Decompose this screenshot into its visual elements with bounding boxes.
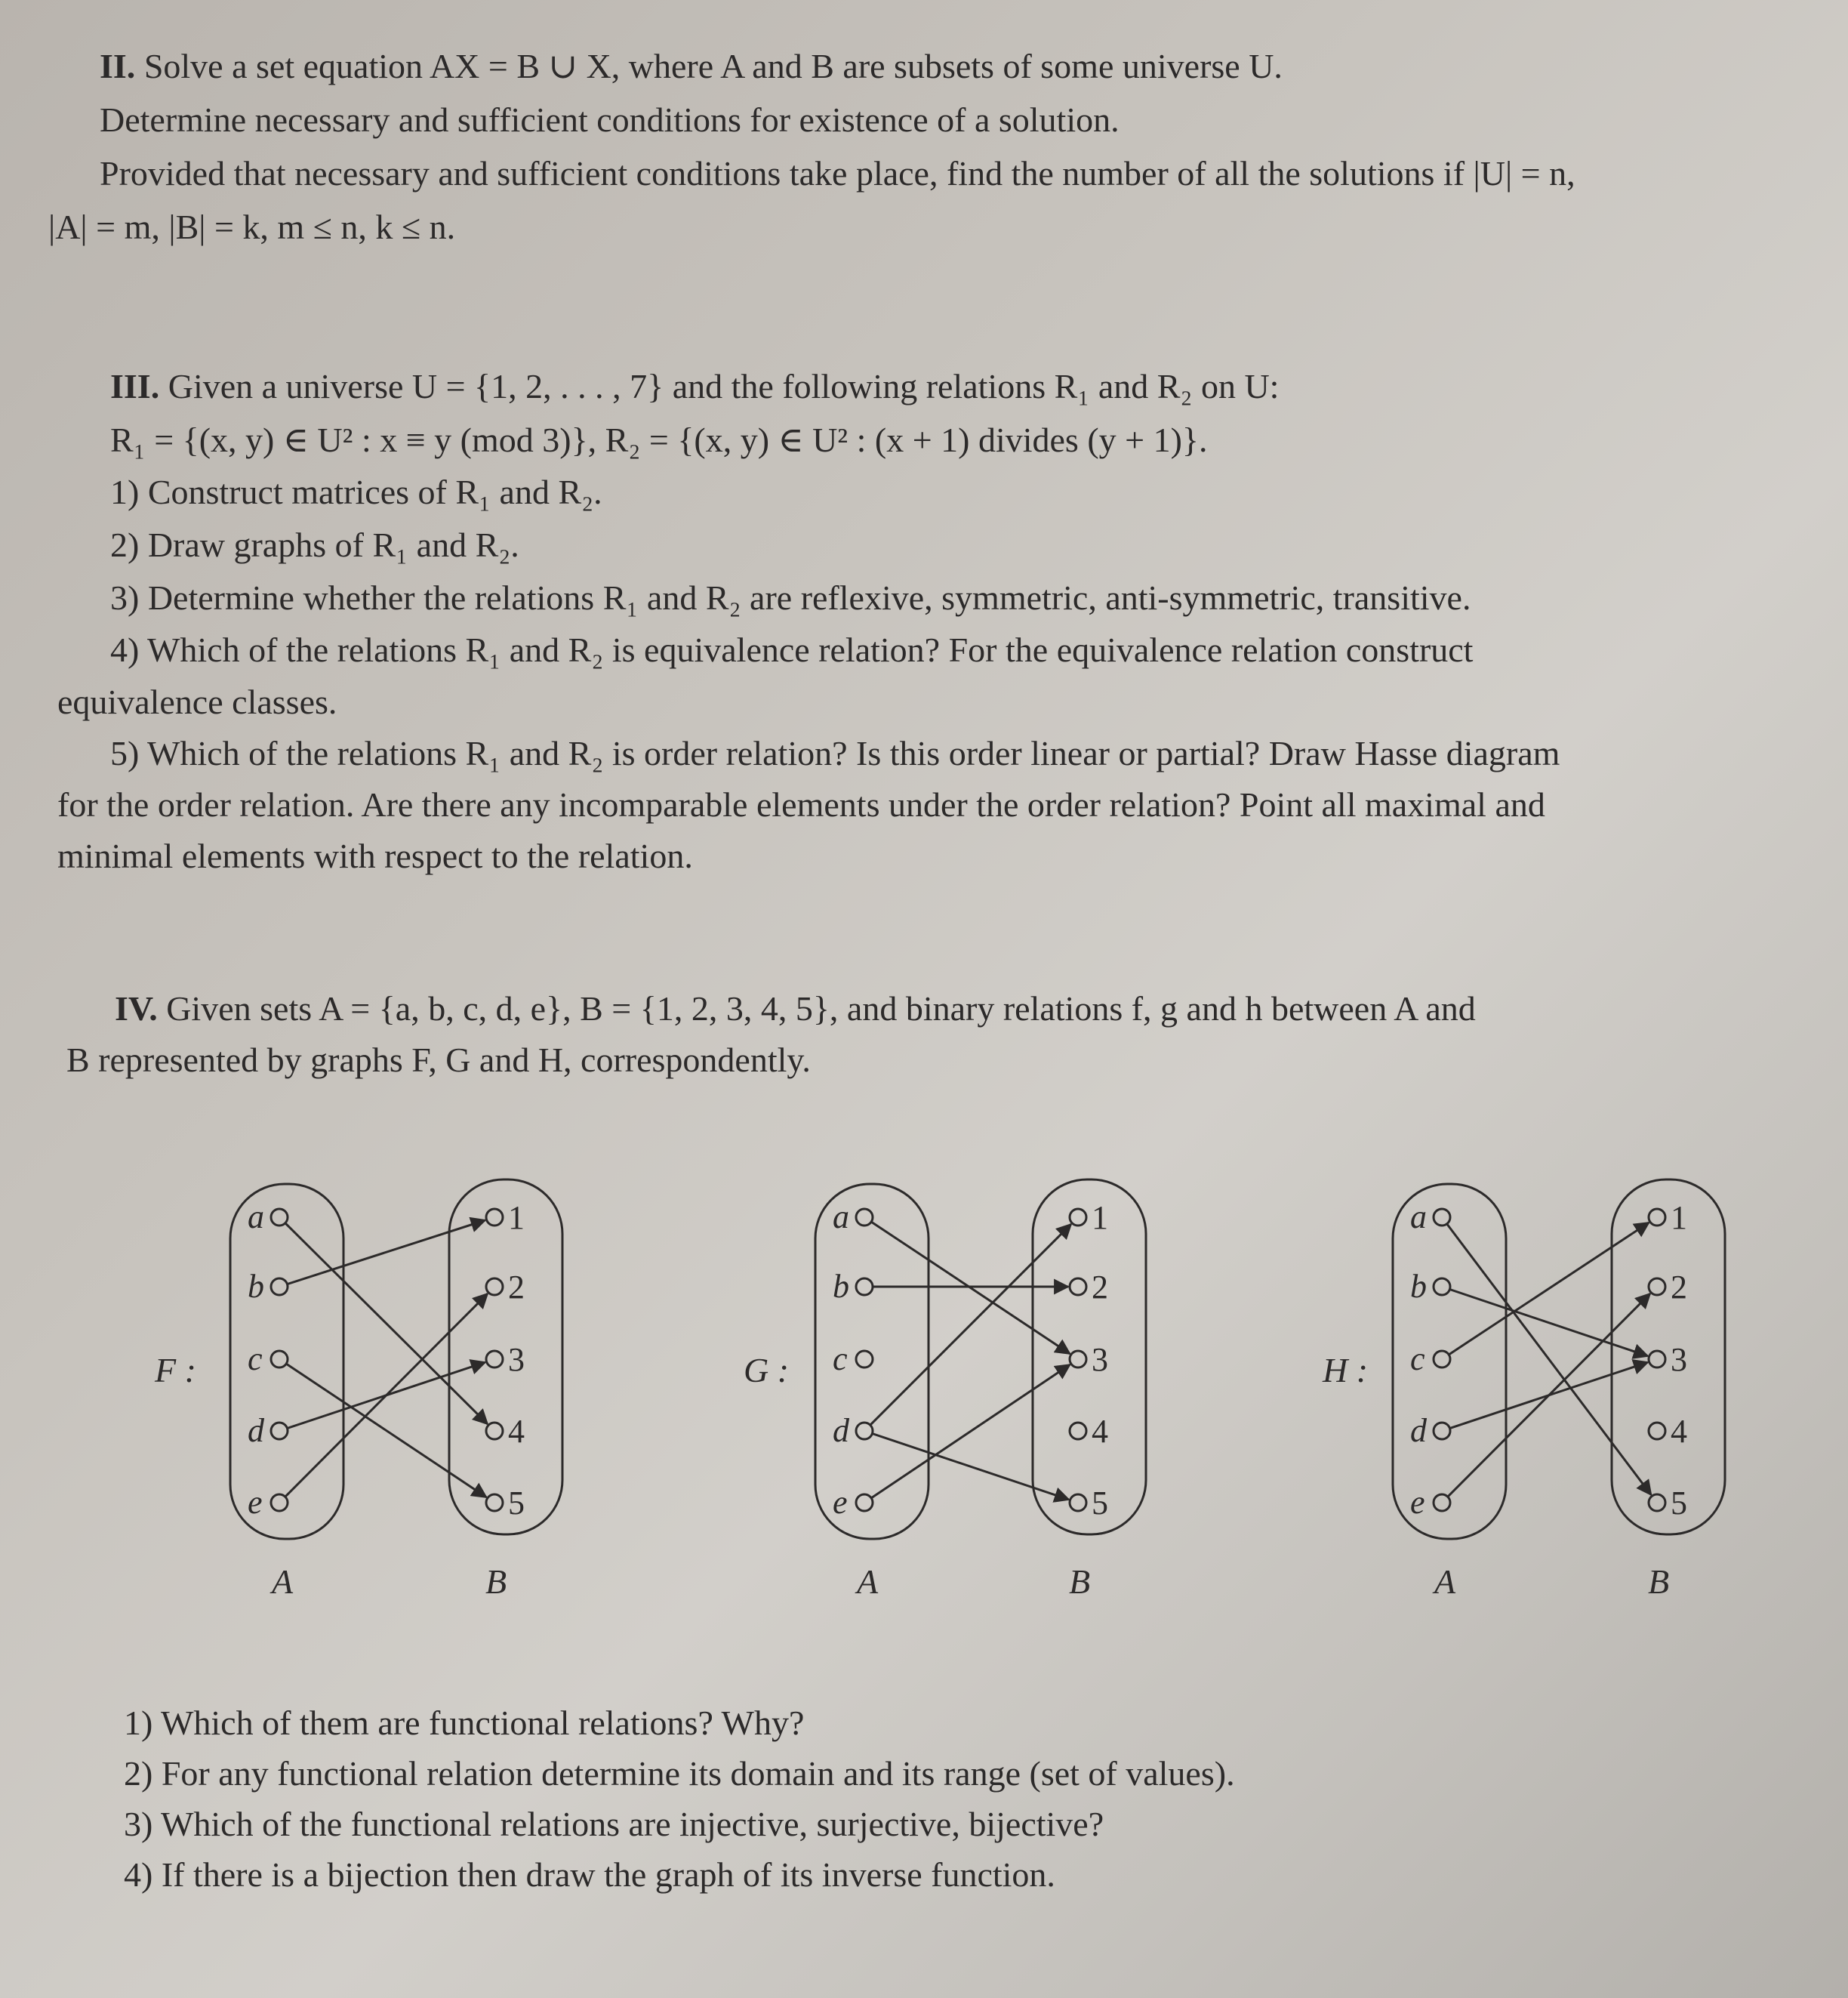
graph-f-label-2: 2 [508, 1269, 525, 1306]
graph-f-edge-c-5 [286, 1364, 486, 1497]
problem-4-item-3: 3) Which of the functional relations are injective, surjective, bijective? [124, 1805, 1104, 1843]
graph-h-set-a-label: A [1434, 1562, 1456, 1601]
problem-3-item-5c: minimal elements with respect to the relation. [57, 837, 693, 875]
graph-f-label-1: 1 [508, 1199, 525, 1236]
graph-h-set-b-label: B [1648, 1562, 1670, 1601]
graph-f-node-a [271, 1209, 288, 1226]
graph-h-node-d [1434, 1423, 1450, 1439]
problem-3-item-4b: equivalence classes. [57, 683, 337, 721]
problem-4-line-1: Given sets A = {a, b, c, d, e}, B = {1, 2, 3, 4, 5}, and binary relations f, g and h between A and [166, 989, 1476, 1028]
problem-3-item-4a: 4) Which of the relations R₁ and R₂ is equivalence relation? For the equivalence relation construct [110, 631, 1474, 669]
graph-h-node-c [1434, 1351, 1450, 1367]
graph-g-node-d [856, 1423, 873, 1439]
graph-h-label-c: c [1410, 1340, 1425, 1377]
graph-h-label-1: 1 [1671, 1199, 1687, 1236]
graph-g-edge-d-1 [870, 1224, 1071, 1425]
graph-f-node-c [271, 1351, 288, 1367]
graph-h-node-2 [1649, 1278, 1665, 1295]
graph-f-node-3 [486, 1351, 503, 1367]
problem-3-item-5b: for the order relation. Are there any incomparable elements under the order relation? Point all maximal and [57, 785, 1545, 824]
graph-g-label-b: b [833, 1268, 849, 1305]
graph-g-label-2: 2 [1092, 1269, 1108, 1306]
graph-h-node-b [1434, 1278, 1450, 1295]
graph-f-label-c: c [248, 1340, 263, 1377]
graph-g-label-d: d [833, 1412, 849, 1449]
problem-4-item-2: 2) For any functional relation determine its domain and its range (set of values). [124, 1754, 1235, 1793]
graph-g-set-b-label: B [1069, 1562, 1091, 1601]
graph-f-node-5 [486, 1494, 503, 1511]
graph-h-node-5 [1649, 1494, 1665, 1511]
problem-3-item-1: 1) Construct matrices of R₁ and R₂. [110, 473, 602, 511]
graph-f-label-d: d [248, 1412, 264, 1449]
problem-2-line-4: |A| = m, |B| = k, m ≤ n, k ≤ n. [48, 208, 456, 246]
graph-h-edge-a-5 [1447, 1224, 1652, 1495]
graph-f-node-d [271, 1423, 288, 1439]
graph-g-node-a [856, 1209, 873, 1226]
graph-g-node-c [856, 1351, 873, 1367]
graph-f-label-a: a [248, 1198, 264, 1235]
graph-f-label-e: e [248, 1484, 263, 1521]
graph-f-node-b [271, 1278, 288, 1295]
graph-g-node-2 [1070, 1278, 1086, 1295]
graph-h-node-4 [1649, 1423, 1665, 1439]
graph-f-node-4 [486, 1423, 503, 1439]
graph-f-set-b-oval [449, 1179, 562, 1534]
graph-g-label-c: c [833, 1340, 848, 1377]
graph-h-edge-c-1 [1449, 1223, 1649, 1355]
problem-4-heading: IV. [115, 989, 158, 1028]
graph-h-name: H : [1323, 1351, 1369, 1389]
graph-g-label-a: a [833, 1198, 849, 1235]
graph-h-edge-e-2 [1448, 1293, 1650, 1497]
graph-h-node-1 [1649, 1209, 1665, 1226]
graph-h-label-3: 3 [1671, 1341, 1687, 1378]
graph-g-node-1 [1070, 1209, 1086, 1226]
graph-h-node-3 [1649, 1351, 1665, 1367]
problem-3-item-3: 3) Determine whether the relations R₁ and R₂ are reflexive, symmetric, anti-symmetric, transitive. [110, 578, 1471, 617]
graph-h-set-b-oval [1612, 1179, 1725, 1534]
problem-3-line-2: R₁ = {(x, y) ∈ U² : x ≡ y (mod 3)}, R₂ = {(x, y) ∈ U² : (x + 1) divides (y + 1)}. [110, 421, 1208, 459]
problem-2-heading: II. [100, 47, 136, 85]
graph-f-node-1 [486, 1209, 503, 1226]
graph-h-node-e [1434, 1494, 1450, 1511]
problem-2-line-3: Provided that necessary and sufficient conditions take place, find the number of all the solutions if |U| = n, [100, 154, 1575, 193]
graph-g-node-4 [1070, 1423, 1086, 1439]
graph-h-label-e: e [1410, 1484, 1425, 1521]
graph-g-node-5 [1070, 1494, 1086, 1511]
graph-f-name: F : [155, 1351, 196, 1389]
problem-3-heading: III. [110, 367, 160, 405]
graph-f-label-b: b [248, 1268, 264, 1305]
graph-g-label-5: 5 [1092, 1485, 1108, 1522]
graph-f-set-b-label: B [485, 1562, 507, 1601]
graph-g-name: G : [744, 1351, 790, 1389]
graph-f-label-4: 4 [508, 1413, 525, 1450]
graph-h-label-a: a [1410, 1198, 1427, 1235]
graph-h-label-5: 5 [1671, 1485, 1687, 1522]
graph-h-edge-b-3 [1449, 1290, 1647, 1356]
problem-2-line-1: Solve a set equation AX = B ∪ X, where A and B are subsets of some universe U. [143, 47, 1283, 85]
graph-g-label-e: e [833, 1484, 848, 1521]
graph-g-label-4: 4 [1092, 1413, 1108, 1450]
graph-g-node-b [856, 1278, 873, 1295]
graph-h-label-b: b [1410, 1268, 1427, 1305]
graph-g-edge-d-5 [872, 1434, 1068, 1500]
problem-2-line-2: Determine necessary and sufficient conditions for existence of a solution. [100, 100, 1120, 139]
graph-h-label-4: 4 [1671, 1413, 1687, 1450]
graph-f-edge-b-1 [287, 1220, 485, 1284]
graph-g-set-b-oval [1033, 1179, 1146, 1534]
graph-f-set-a-label: A [272, 1562, 294, 1601]
graph-f-label-3: 3 [508, 1341, 525, 1378]
graph-h-label-d: d [1410, 1412, 1427, 1449]
problem-3-item-2: 2) Draw graphs of R₁ and R₂. [110, 526, 519, 564]
graph-f-node-e [271, 1494, 288, 1511]
graph-h-label-2: 2 [1671, 1269, 1687, 1306]
graph-g-label-3: 3 [1092, 1341, 1108, 1378]
graph-g-edge-e-3 [871, 1364, 1070, 1498]
graph-g-node-e [856, 1494, 873, 1511]
graph-f-label-5: 5 [508, 1485, 525, 1522]
graph-f-node-2 [486, 1278, 503, 1295]
graph-h-node-a [1434, 1209, 1450, 1226]
graph-g-set-a-label: A [857, 1562, 879, 1601]
graph-g-node-3 [1070, 1351, 1086, 1367]
problem-4-item-4: 4) If there is a bijection then draw the graph of its inverse function. [124, 1855, 1055, 1894]
problem-4-line-2: B represented by graphs F, G and H, correspondently. [66, 1041, 811, 1079]
problem-3-item-5a: 5) Which of the relations R₁ and R₂ is order relation? Is this order linear or partial? Draw Hasse diagram [110, 734, 1560, 772]
graph-g-label-1: 1 [1092, 1199, 1108, 1236]
problem-3-line-1: Given a universe U = {1, 2, . . . , 7} and the following relations R₁ and R₂ on U: [168, 367, 1280, 405]
problem-4-item-1: 1) Which of them are functional relations? Why? [124, 1704, 805, 1742]
